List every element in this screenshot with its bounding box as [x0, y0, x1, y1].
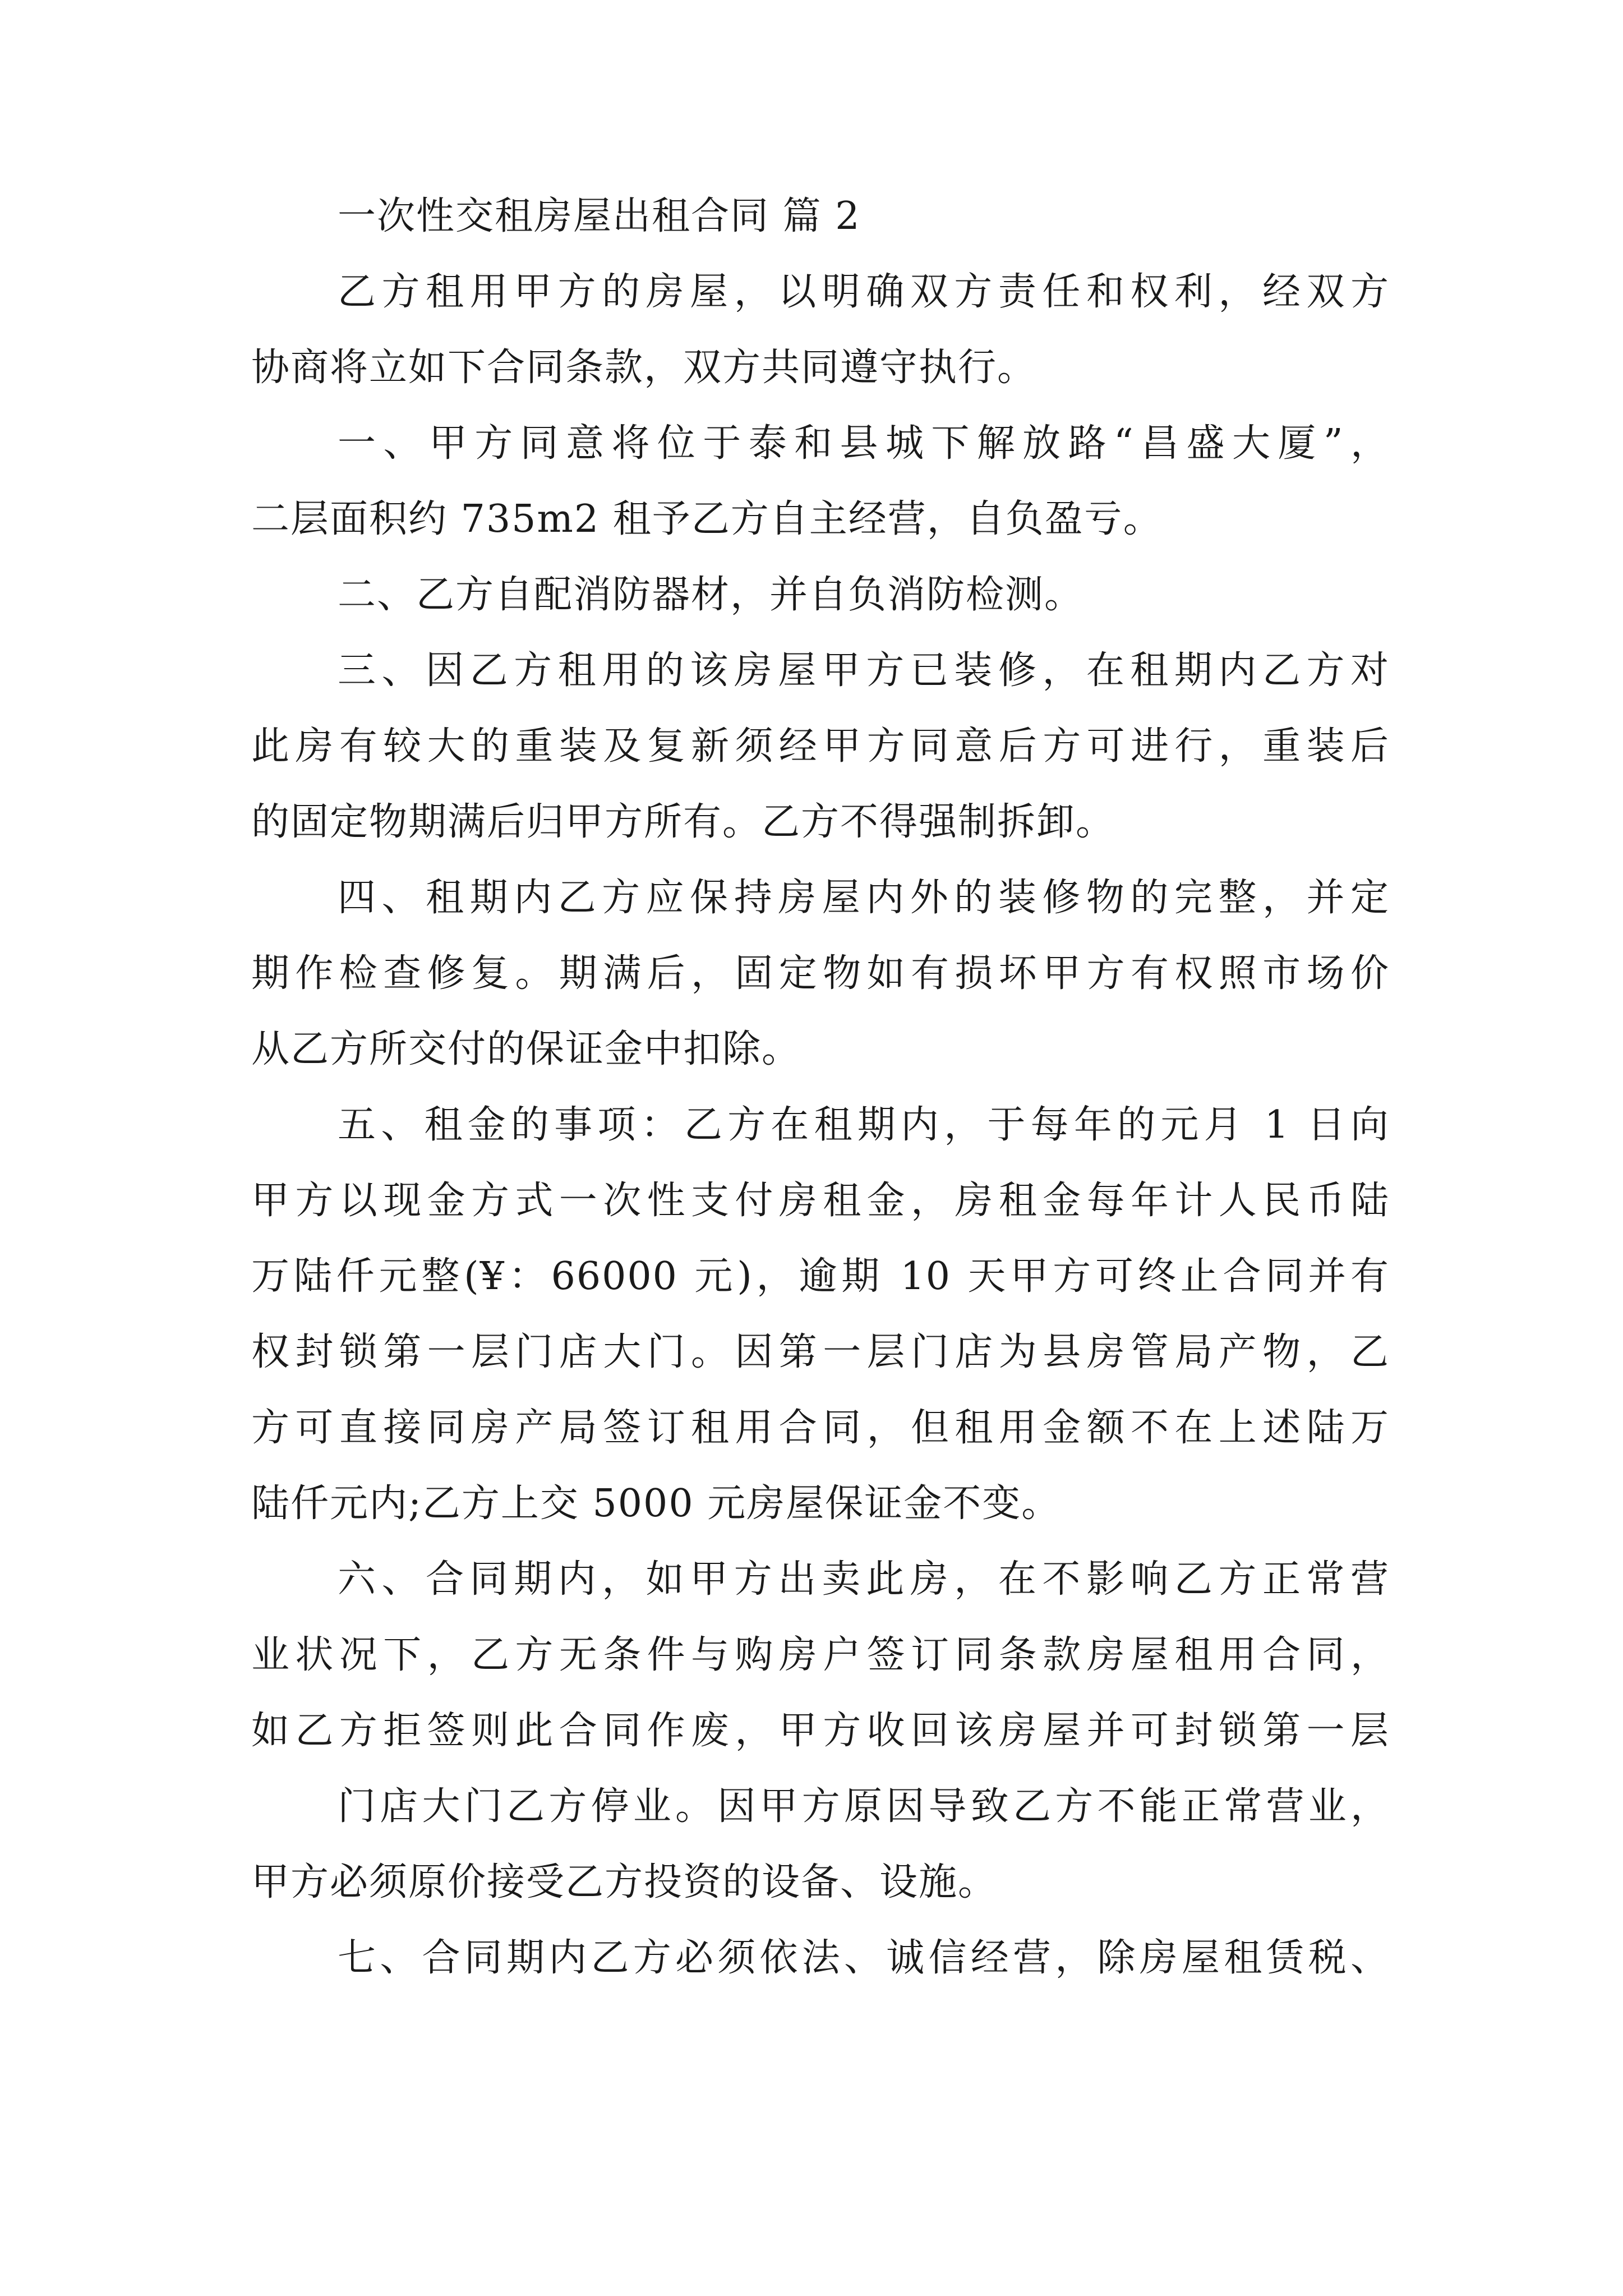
document-body: [251, 178, 1390, 1996]
document-line: 四、租期内乙方应保持房屋内外的装修物的完整，并定: [338, 876, 1390, 920]
document-line: 三、因乙方租用的该房屋甲方已装修，在租期内乙方对: [338, 648, 1390, 693]
document-line: 六、合同期内，如甲方出卖此房，在不影响乙方正常营: [338, 1557, 1390, 1602]
document-line: 从乙方所交付的保证金中扣除。: [251, 1027, 801, 1071]
document-line: 万陆仟元整(¥：66000 元)，逾期 10 天甲方可终止合同并有: [251, 1254, 1390, 1299]
document-line: 一、甲方同意将位于泰和县城下解放路“昌盛大厦”，: [338, 421, 1390, 466]
document-line: 期作检查修复。期满后，固定物如有损坏甲方有权照市场价: [251, 951, 1390, 996]
document-line: 二层面积约 735m2 租予乙方自主经营，自负盈亏。: [251, 497, 1163, 541]
document-line: 业状况下，乙方无条件与购房户签订同条款房屋租用合同，: [251, 1633, 1390, 1677]
document-title: 一次性交租房屋出租合同 篇 2: [338, 194, 861, 238]
document-line: 甲方必须原价接受乙方投资的设备、设施。: [251, 1860, 998, 1904]
document-line: 七、合同期内乙方必须依法、诚信经营，除房屋租赁税、: [338, 1936, 1390, 1980]
document-line: 陆仟元内;乙方上交 5000 元房屋保证金不变。: [251, 1481, 1061, 1526]
document-line: 协商将立如下合同条款，双方共同遵守执行。: [251, 346, 1037, 390]
document-line: 方可直接同房产局签订租用合同，但租用金额不在上述陆万: [251, 1406, 1390, 1450]
document-line: 五、租金的事项：乙方在租期内，于每年的元月 1 日向: [338, 1103, 1390, 1147]
document-line: 二、乙方自配消防器材，并自负消防检测。: [338, 573, 1084, 617]
document-line: 乙方租用甲方的房屋，以明确双方责任和权利，经双方: [338, 270, 1390, 314]
document-line: 权封锁第一层门店大门。因第一层门店为县房管局产物，乙: [251, 1330, 1390, 1374]
document-line: 甲方以现金方式一次性支付房租金，房租金每年计人民币陆: [251, 1179, 1390, 1223]
document-line: 的固定物期满后归甲方所有。乙方不得强制拆卸。: [251, 800, 1115, 844]
document-lines: [251, 254, 1390, 1996]
document-line: 如乙方拒签则此合同作废，甲方收回该房屋并可封锁第一层: [251, 1709, 1390, 1753]
document-line: 门店大门乙方停业。因甲方原因导致乙方不能正常营业，: [338, 1784, 1390, 1829]
document-line: 此房有较大的重装及复新须经甲方同意后方可进行，重装后: [251, 724, 1390, 769]
